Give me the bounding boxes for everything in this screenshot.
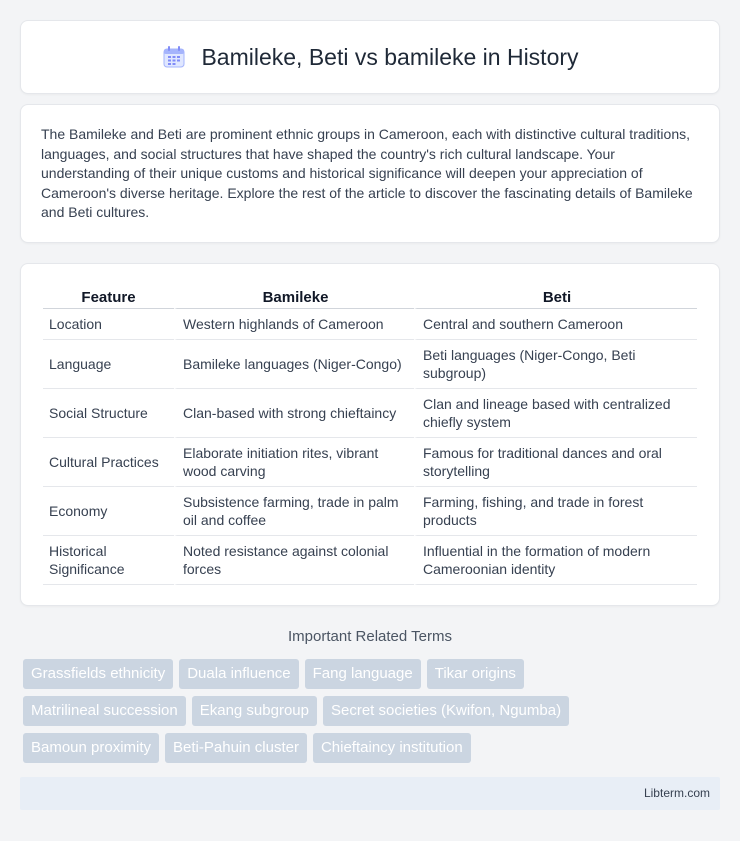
header-beti: Beti: [414, 282, 697, 309]
table-cell: Clan-based with strong chieftaincy: [174, 389, 414, 438]
related-terms-tags: [23, 659, 723, 770]
footer: [20, 777, 720, 810]
table-row: [43, 487, 697, 536]
page-title: Bamileke, Beti vs bamileke in History: [201, 43, 579, 70]
comparison-table-card: [20, 263, 720, 606]
intro-text: The Bamileke and Beti are prominent ethnic groups in Cameroon, each with distinctive cultural traditions, languages, and social structures that have shaped the country's rich cultural landscape. Your understanding of their unique customs and historical significance will deepen your appreciation of Cameroon's diverse heritage. Explore the rest of the article to discover the fascinating details of Bamileke and Beti cultures.: [41, 126, 693, 220]
footer-site-link[interactable]: Libterm.com: [643, 786, 710, 800]
table-cell: Subsistence farming, trade in palm oil and coffee: [174, 487, 414, 536]
table-cell: Elaborate initiation rites, vibrant wood carving: [174, 438, 414, 487]
table-cell: Influential in the formation of modern Cameroonian identity: [414, 536, 697, 585]
related-terms-title: Important Related Terms: [288, 628, 452, 645]
table-cell: Beti languages (Niger-Congo, Beti subgroup): [414, 340, 697, 389]
table-header-row: [43, 282, 697, 309]
table-cell: Location: [43, 309, 174, 340]
table-cell: Famous for traditional dances and oral storytelling: [414, 438, 697, 487]
table-cell: Historical Significance: [43, 536, 174, 585]
header-card: [20, 20, 720, 94]
tag-bamoun-proximity[interactable]: Bamoun proximity: [23, 733, 159, 763]
header-bamileke: Bamileke: [174, 282, 414, 309]
tag-beti-pahuin-cluster[interactable]: Beti-Pahuin cluster: [165, 733, 307, 763]
tag-matrilineal-succession[interactable]: Matrilineal succession: [23, 696, 186, 726]
table-cell: Language: [43, 340, 174, 389]
table-cell: Noted resistance against colonial forces: [174, 536, 414, 585]
tag-tikar-origins[interactable]: Tikar origins: [427, 659, 524, 689]
table-cell: Bamileke languages (Niger-Congo): [174, 340, 414, 389]
table-cell: Farming, fishing, and trade in forest products: [414, 487, 697, 536]
tag-ekang-subgroup[interactable]: Ekang subgroup: [192, 696, 317, 726]
comparison-table: [43, 282, 697, 585]
tag-grassfields-ethnicity[interactable]: Grassfields ethnicity: [23, 659, 173, 689]
table-cell: Economy: [43, 487, 174, 536]
table-cell: Clan and lineage based with centralized chiefly system: [414, 389, 697, 438]
calendar-icon: [161, 44, 187, 70]
table-row: [43, 340, 697, 389]
header-feature: Feature: [43, 282, 174, 309]
table-cell: Western highlands of Cameroon: [174, 309, 414, 340]
tag-fang-language[interactable]: Fang language: [305, 659, 421, 689]
tag-duala-influence[interactable]: Duala influence: [179, 659, 298, 689]
table-row: [43, 389, 697, 438]
table-cell: Central and southern Cameroon: [414, 309, 697, 340]
table-cell: Cultural Practices: [43, 438, 174, 487]
tag-chieftaincy-institution[interactable]: Chieftaincy institution: [313, 733, 471, 763]
tag-secret-societies[interactable]: Secret societies (Kwifon, Ngumba): [323, 696, 569, 726]
intro-card: [20, 104, 720, 243]
table-cell: Social Structure: [43, 389, 174, 438]
table-row: [43, 438, 697, 487]
table-row: [43, 309, 697, 340]
table-row: [43, 536, 697, 585]
